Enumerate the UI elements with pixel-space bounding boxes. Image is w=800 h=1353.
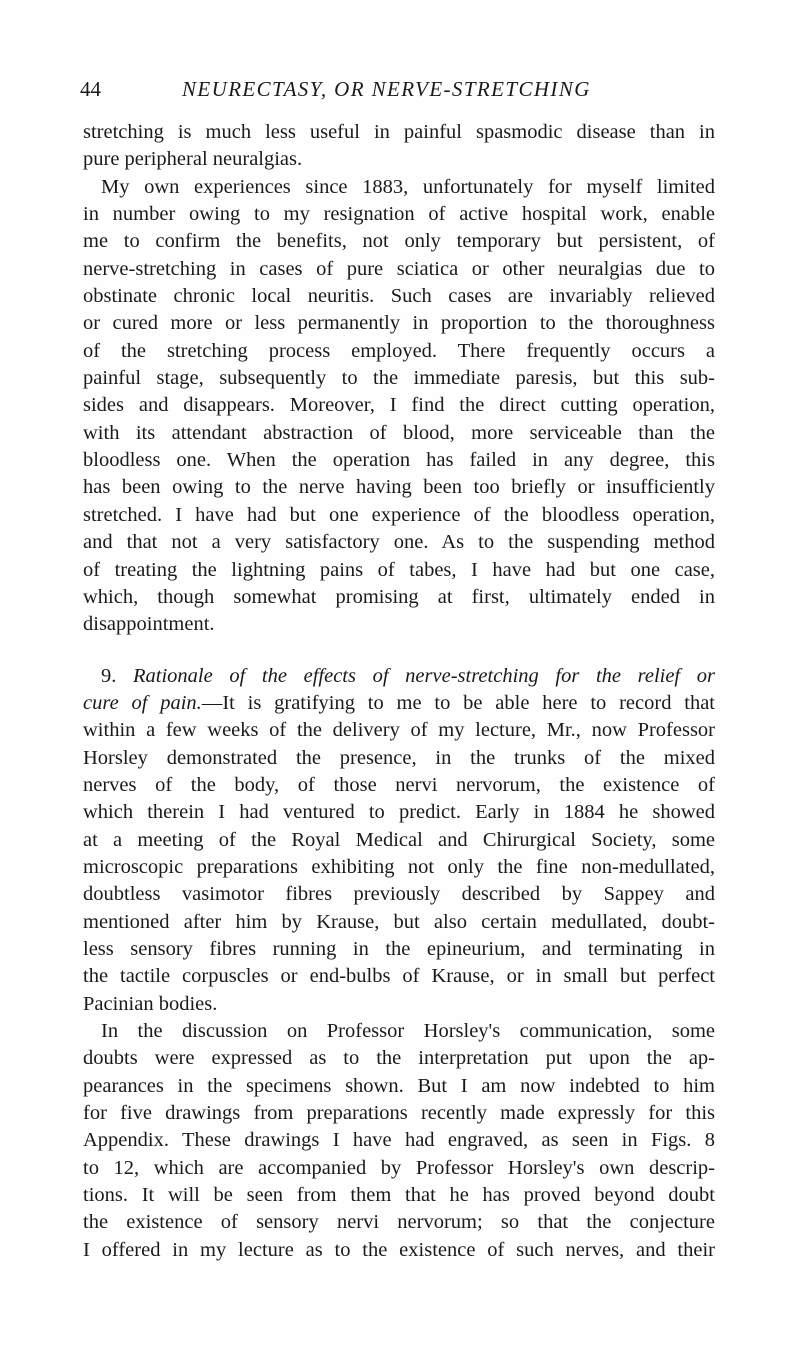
text-line: mentioned after him by Krause, but also certain medullated, doubt-: [83, 910, 715, 933]
text-line: pure peripheral neuralgias.: [83, 148, 303, 171]
text-line: painful stage, subsequently to the immediate paresis, but this sub-: [83, 367, 715, 390]
text-line: doubts were expressed as to the interpretation put upon the ap-: [83, 1047, 715, 1070]
text-line: sides and disappears. Moreover, I find the direct cutting operation,: [83, 394, 715, 417]
text-line: In the discussion on Professor Horsley's communication, some: [101, 1020, 715, 1042]
text-line: which, though somewhat promising at first, ultimately ended in: [83, 585, 715, 608]
text-line: at a meeting of the Royal Medical and Chirurgical Society, some: [83, 828, 715, 851]
text-line: for five drawings from preparations recently made expressly for this: [83, 1102, 715, 1125]
page-header: [80, 76, 720, 106]
text-line: the tactile corpuscles or end-bulbs of Krause, or in small but perfect: [83, 965, 715, 988]
section-title: Rationale of the effects of nerve-stretching for the relief or: [133, 664, 715, 687]
text-line: disappointment.: [83, 613, 215, 636]
text-line: of the stretching process employed. There frequently occurs a: [83, 339, 715, 362]
section-heading-line: [83, 663, 715, 690]
text-line: me to confirm the benefits, not only temporary but persistent, of: [83, 230, 715, 253]
text-line: Appendix. These drawings I have had engraved, as seen in Figs. 8: [83, 1129, 715, 1152]
text-line: pearances in the specimens shown. But I am now indebted to him: [83, 1074, 715, 1097]
text-line: tions. It will be seen from them that he has proved beyond doubt: [83, 1184, 715, 1207]
text-line: nerve-stretching in cases of pure sciatica or other neuralgias due to: [83, 257, 715, 280]
paragraph-gap: [83, 639, 715, 663]
text-line: in number owing to my resignation of active hospital work, enable: [83, 203, 715, 226]
text-line: and that not a very satisfactory one. As to the suspending method: [83, 531, 715, 554]
text-line: I offered in my lecture as to the existence of such nerves, and their: [83, 1238, 715, 1261]
text-line: doubtless vasimotor fibres previously described by Sappey and: [83, 883, 715, 906]
text-line: within a few weeks of the delivery of my lecture, Mr., now Professor: [83, 719, 715, 742]
page-number: 44: [80, 77, 101, 101]
text-line: or cured more or less permanently in proportion to the thoroughness: [83, 312, 715, 335]
text-line: bloodless one. When the operation has failed in any degree, this: [83, 449, 715, 472]
section-heading-line: [83, 690, 715, 717]
section-number: 9.: [101, 664, 117, 687]
body-text: [83, 119, 715, 1264]
section-title-continued: cure of pain.: [83, 691, 202, 714]
text-line: the existence of sensory nervi nervorum; so that the conjecture: [83, 1211, 715, 1234]
text-line: less sensory fibres running in the epineurium, and terminating in: [83, 937, 715, 960]
text-line: Horsley demonstrated the presence, in the trunks of the mixed: [83, 746, 715, 769]
text-line: My own experiences since 1883, unfortunately for myself limited: [101, 175, 715, 198]
text-line: stretching is much less useful in painful spasmodic disease than in: [83, 121, 715, 143]
text-line: of treating the lightning pains of tabes, I have had but one case,: [83, 558, 715, 581]
text-line: with its attendant abstraction of blood, more serviceable than the: [83, 421, 715, 444]
section-text: —It is gratifying to me to be able here to record that: [201, 691, 715, 714]
running-title: NEURECTASY, OR NERVE-STRETCHING: [182, 77, 591, 101]
text-line: nerves of the body, of those nervi nervorum, the existence of: [83, 773, 715, 796]
text-line: microscopic preparations exhibiting not only the fine non-medullated,: [83, 855, 715, 878]
text-line: Pacinian bodies.: [83, 992, 218, 1015]
text-line: to 12, which are accompanied by Professor Horsley's own descrip-: [83, 1156, 715, 1179]
text-line: stretched. I have had but one experience of the bloodless operation,: [83, 503, 715, 526]
text-line: which therein I had ventured to predict. Early in 1884 he showed: [83, 801, 715, 824]
text-line: has been owing to the nerve having been too briefly or insufficiently: [83, 476, 715, 499]
text-line: obstinate chronic local neuritis. Such cases are invariably relieved: [83, 285, 715, 308]
